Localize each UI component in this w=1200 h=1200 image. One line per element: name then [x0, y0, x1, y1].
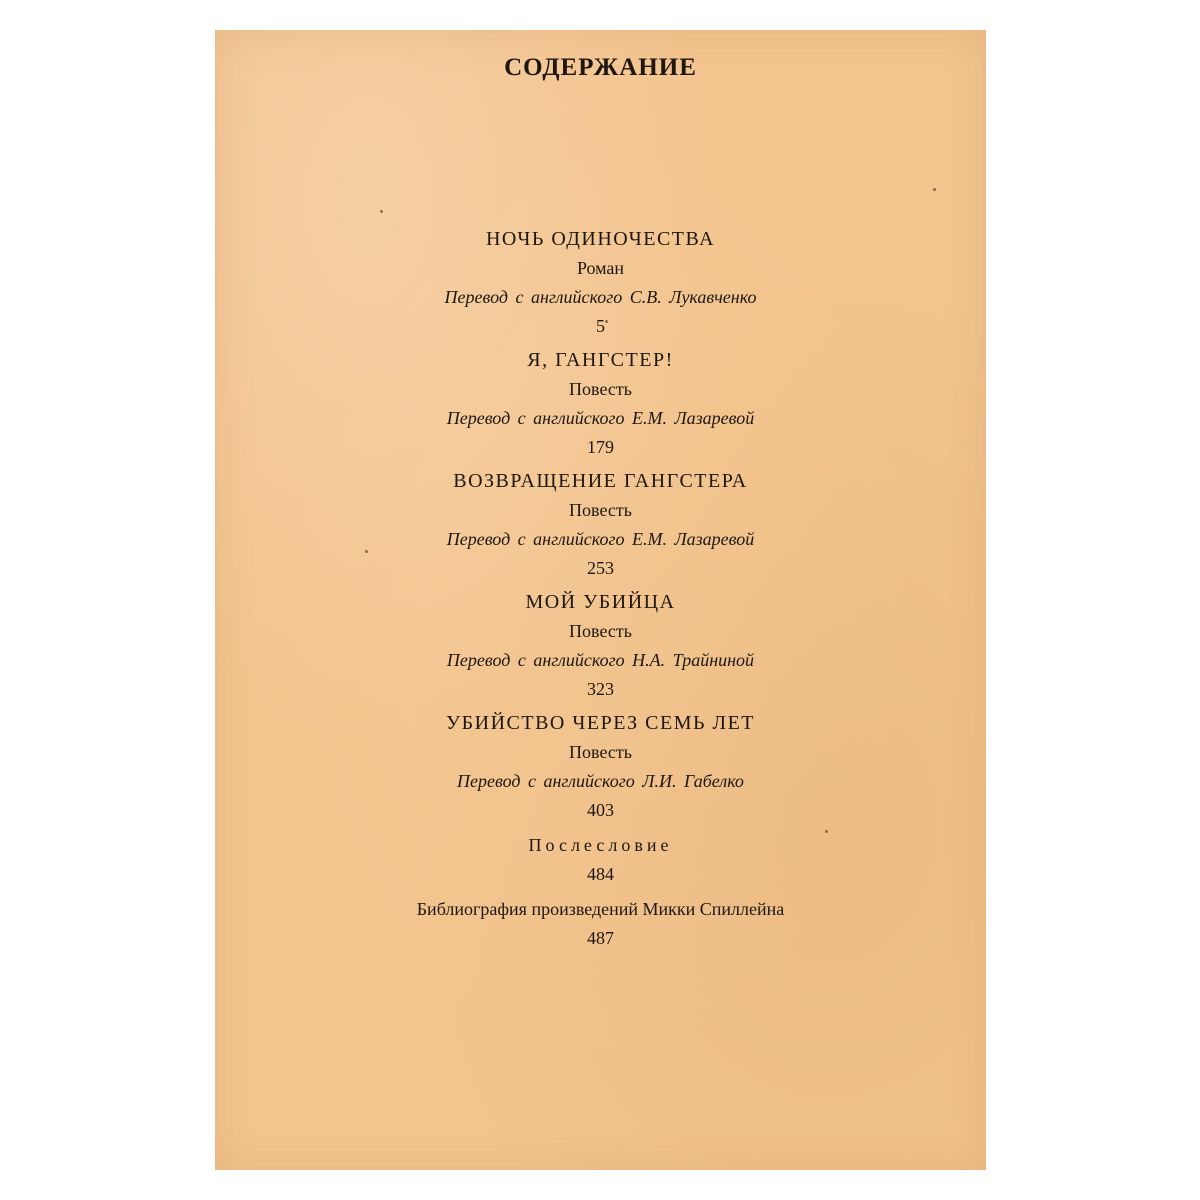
toc-entry-afterword [215, 831, 986, 889]
entry-title: НОЧЬ ОДИНОЧЕСТВА [485, 228, 716, 250]
entry-genre: Повесть [569, 500, 632, 520]
entry-translator: Перевод с английского Е.М. Лазаревой [446, 408, 755, 428]
paper-speck [380, 210, 383, 213]
entry-title: Я, ГАНГСТЕР! [527, 349, 674, 371]
toc-list [215, 220, 986, 953]
entry-title: УБИЙСТВО ЧЕРЕЗ СЕМЬ ЛЕТ [445, 712, 755, 734]
entry-page-number: 5 [596, 316, 605, 336]
entry-page-number: 323 [587, 679, 614, 699]
entry-translator: Перевод с английского Л.И. Габелко [457, 771, 744, 791]
entry-translator: Перевод с английского Е.М. Лазаревой [446, 529, 755, 549]
entry-translator: Перевод с английского С.В. Лукавченко [444, 287, 757, 307]
toc-entry-bibliography [215, 895, 986, 953]
entry-genre: Повесть [569, 621, 632, 641]
toc-entry [215, 346, 986, 462]
entry-page-number: 484 [587, 864, 614, 884]
toc-entry [215, 225, 986, 341]
entry-page-number: 179 [587, 437, 614, 457]
entry-page-number: 487 [587, 928, 614, 948]
afterword-title: Послесловие [528, 835, 673, 855]
entry-genre: Повесть [569, 379, 632, 399]
book-page [215, 30, 986, 1170]
entry-translator: Перевод с английского Н.А. Трайниной [446, 650, 755, 670]
entry-title: МОЙ УБИЙЦА [525, 591, 676, 613]
page-title: СОДЕРЖАНИЕ [504, 54, 697, 81]
entry-title: ВОЗВРАЩЕНИЕ ГАНГСТЕРА [453, 470, 748, 492]
entry-page-number: 253 [587, 558, 614, 578]
bibliography-title: Библиография произведений Микки Спиллейна [416, 899, 785, 919]
paper-speck [933, 188, 936, 191]
entry-page-number: 403 [587, 800, 614, 820]
entry-genre: Повесть [569, 742, 632, 762]
toc-entry [215, 588, 986, 704]
toc-entry [215, 467, 986, 583]
toc-entry [215, 709, 986, 825]
entry-genre: Роман [576, 258, 625, 278]
